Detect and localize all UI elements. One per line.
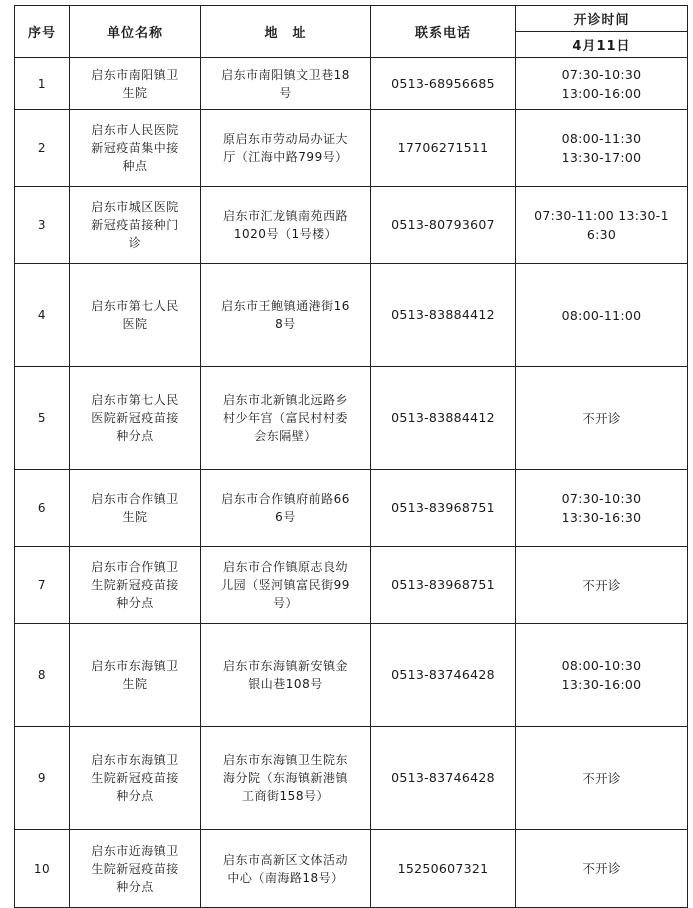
cell-opening-hours [516,547,688,624]
cell-unit-name-line: 新冠疫苗集中接 [91,141,179,155]
cell-phone: 17706271511 [371,110,516,187]
cell-serial-number: 10 [15,830,70,908]
header-date: 4月11日 [516,32,688,58]
table-body [15,58,688,908]
header-unit-name: 单位名称 [70,6,201,58]
cell-unit-name [70,367,201,470]
cell-address-line: 启东市北新镇北远路乡 [222,393,348,407]
cell-opening-hours [516,187,688,264]
cell-opening-hours-line: 13:30-16:00 [561,677,642,692]
cell-unit-name-line: 启东市合作镇卫 [91,492,179,506]
cell-unit-name [70,58,201,110]
cell-phone: 0513-83968751 [371,470,516,547]
cell-serial-number: 8 [15,624,70,727]
cell-address-line: 启东市东海镇新安镇金 [222,659,348,673]
cell-unit-name [70,187,201,264]
cell-address [201,727,371,830]
cell-phone: 0513-83746428 [371,624,516,727]
cell-address-line: 会东隔壁） [254,429,317,443]
cell-opening-hours-line: 13:30-17:00 [561,150,642,165]
cell-unit-name-line: 生院 [122,510,148,524]
cell-serial-number: 3 [15,187,70,264]
table-row [15,830,688,908]
cell-opening-hours-line: 07:30-10:30 [561,66,642,82]
cell-unit-name-line: 生院 [122,677,148,691]
cell-address-line: 儿园（竖河镇富民街99 [221,578,350,592]
cell-address-line: 启东市南阳镇文卫巷18 [221,67,350,82]
cell-address-line: 8号 [275,317,296,331]
header-phone: 联系电话 [371,6,516,58]
cell-address [201,624,371,727]
cell-opening-hours [516,624,688,727]
table-row [15,624,688,727]
cell-address-line: 银山巷108号 [248,677,323,691]
cell-address [201,470,371,547]
cell-serial-number: 9 [15,727,70,830]
cell-unit-name-line: 生院 [122,85,148,100]
cell-address [201,187,371,264]
cell-unit-name-line: 生院新冠疫苗接 [91,578,179,592]
cell-opening-hours-line: 08:00-10:30 [561,658,642,673]
cell-unit-name-line: 启东市第七人民 [91,393,179,407]
table-row [15,367,688,470]
cell-serial-number: 5 [15,367,70,470]
cell-unit-name-line: 生院新冠疫苗接 [91,771,179,785]
header-address: 地 址 [201,6,371,58]
table-row [15,727,688,830]
cell-serial-number: 2 [15,110,70,187]
cell-unit-name-line: 种分点 [116,789,154,803]
cell-unit-name-line: 启东市第七人民 [91,299,179,313]
table-row [15,547,688,624]
table-row [15,187,688,264]
cell-address-line: 1020号（1号楼） [233,227,338,241]
cell-unit-name [70,470,201,547]
cell-address-line: 启东市汇龙镇南苑西路 [222,209,348,223]
cell-unit-name-line: 医院 [122,317,148,331]
cell-opening-hours [516,727,688,830]
cell-address [201,264,371,367]
cell-address-line: 厅（江海中路799号） [223,150,348,164]
cell-unit-name-line: 启东市人民医院 [91,123,179,137]
cell-opening-hours-line: 不开诊 [582,861,621,876]
cell-serial-number: 1 [15,58,70,110]
cell-unit-name-line: 种分点 [116,879,154,894]
cell-phone: 15250607321 [371,830,516,908]
cell-unit-name-line: 种点 [122,159,148,173]
table-row [15,110,688,187]
cell-address-line: 启东市东海镇卫生院东 [222,753,348,767]
cell-opening-hours [516,110,688,187]
cell-unit-name-line: 种分点 [116,596,154,610]
cell-opening-hours [516,830,688,908]
cell-phone: 0513-68956685 [371,58,516,110]
cell-address [201,58,371,110]
cell-opening-hours-line: 07:30-10:30 [561,491,642,506]
cell-unit-name [70,727,201,830]
cell-opening-hours-line: 13:00-16:00 [561,85,642,101]
cell-opening-hours-line: 08:00-11:00 [561,307,642,323]
cell-serial-number: 4 [15,264,70,367]
cell-address-line: 原启东市劳动局办证大 [222,132,348,146]
cell-address-line: 启东市高新区文体活动 [222,852,348,867]
cell-address-line: 启东市合作镇府前路66 [221,492,350,506]
cell-address-line: 启东市合作镇原志良幼 [222,560,348,574]
cell-phone: 0513-83968751 [371,547,516,624]
cell-opening-hours [516,58,688,110]
cell-phone: 0513-83884412 [371,264,516,367]
cell-unit-name [70,110,201,187]
cell-unit-name-line: 诊 [128,236,142,250]
cell-unit-name [70,547,201,624]
cell-opening-hours [516,367,688,470]
cell-address-line: 工商街158号） [242,789,329,803]
cell-unit-name-line: 启东市近海镇卫 [91,843,179,858]
cell-unit-name-line: 医院新冠疫苗接 [91,411,179,425]
vaccination-schedule-sheet [14,5,687,908]
cell-unit-name [70,264,201,367]
cell-opening-hours-line: 13:30-16:30 [561,510,642,525]
cell-address-line: 中心（南海路18号） [227,870,344,885]
table-row [15,264,688,367]
cell-address-line: 海分院（东海镇新港镇 [222,771,348,785]
cell-unit-name-line: 启东市东海镇卫 [91,659,179,673]
cell-phone: 0513-83746428 [371,727,516,830]
table-header-row [15,6,688,32]
cell-opening-hours-line: 6:30 [586,227,617,242]
cell-serial-number: 6 [15,470,70,547]
cell-serial-number: 7 [15,547,70,624]
cell-unit-name-line: 启东市南阳镇卫 [91,67,179,82]
cell-address-line: 启东市王鲍镇通港街16 [221,299,350,313]
cell-address-line: 号 [279,85,292,100]
cell-address-line: 号） [272,596,298,610]
cell-unit-name-line: 种分点 [116,429,154,443]
cell-phone: 0513-83884412 [371,367,516,470]
cell-opening-hours [516,264,688,367]
cell-unit-name [70,624,201,727]
cell-opening-hours [516,470,688,547]
cell-address-line: 6号 [275,510,296,524]
cell-unit-name-line: 启东市东海镇卫 [91,753,179,767]
cell-address [201,110,371,187]
cell-opening-hours-line: 07:30-11:00 13:30-1 [534,208,669,223]
cell-unit-name-line: 启东市城区医院 [91,200,179,214]
cell-opening-hours-line: 08:00-11:30 [561,131,642,146]
cell-address [201,547,371,624]
cell-opening-hours-line: 不开诊 [582,410,621,426]
cell-address [201,830,371,908]
table-row [15,58,688,110]
cell-opening-hours-line: 不开诊 [582,577,621,593]
vaccination-sites-table [14,5,688,908]
cell-address-line: 村少年宫（富民村村委 [222,411,348,425]
cell-opening-hours-line: 不开诊 [582,770,621,786]
cell-unit-name-line: 新冠疫苗接种门 [91,218,179,232]
cell-unit-name-line: 生院新冠疫苗接 [91,861,179,876]
table-row [15,470,688,547]
cell-unit-name [70,830,201,908]
cell-unit-name-line: 启东市合作镇卫 [91,560,179,574]
header-serial-number: 序号 [15,6,70,58]
cell-address [201,367,371,470]
header-opening-hours: 开诊时间 [516,6,688,32]
cell-phone: 0513-80793607 [371,187,516,264]
